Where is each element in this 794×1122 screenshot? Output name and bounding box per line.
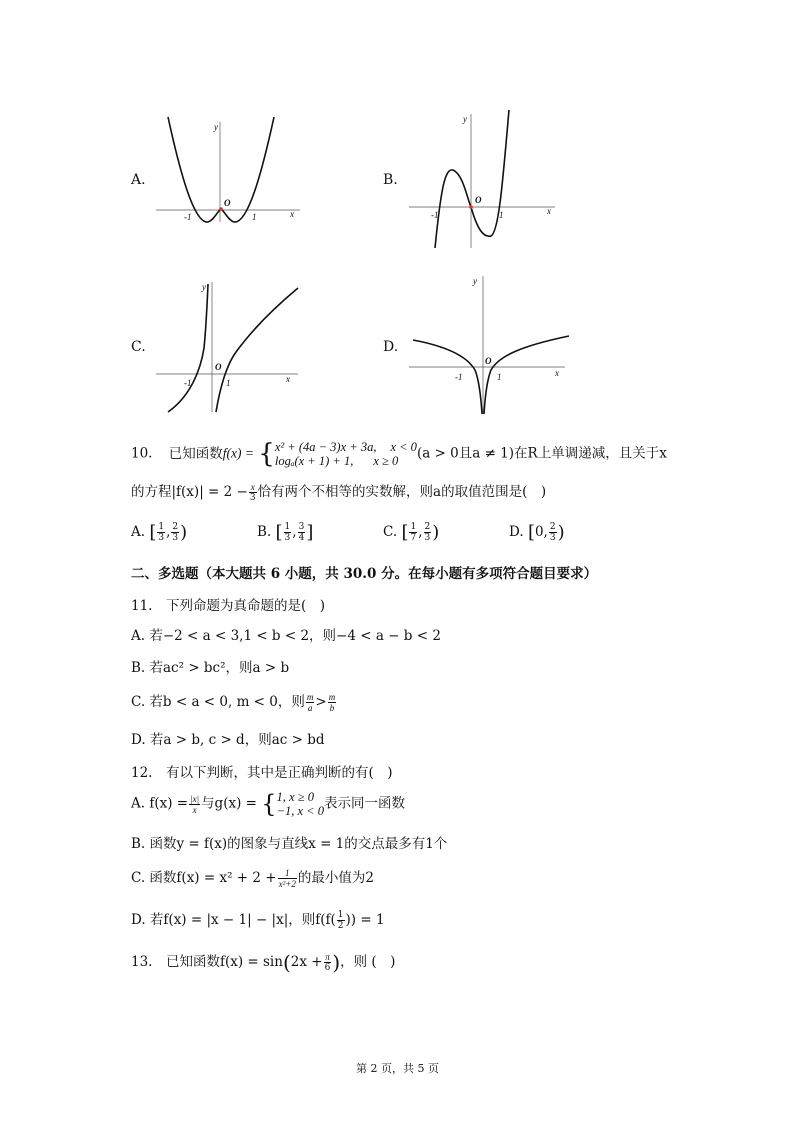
graph-b-x-label: x: [547, 206, 551, 216]
q11-option-d[interactable]: D. 若a > b, c > d，则ac > bd: [131, 732, 325, 748]
q11-stem: 11. 下列命题为真命题的是( ): [131, 598, 326, 614]
graph-d-pos-tick: 1: [497, 372, 502, 382]
q10-case2: logₐ(x + 1) + 1, x ≥ 0: [274, 454, 399, 468]
graph-d-x-label: x: [555, 368, 559, 378]
q11-option-c[interactable]: C. 若b < a < 0, m < 0，则 $\frac{m}{a}$ > $\frac{m}{b}$: [131, 692, 336, 713]
q10-fx: f(x) =: [222, 445, 254, 461]
graph-c-x-label: x: [286, 374, 290, 384]
graph-c-pos-tick: 1: [226, 378, 231, 388]
q10-line2: 的方程|f(x)| = 2 − $\frac{x}{3}$ 恰有两个不相等的实数解，则a的取值范围是( ): [131, 482, 547, 503]
graph-d: [405, 270, 573, 416]
q10-option-b[interactable]: B. [ $\frac{1}{3}$ , $\frac{3}{4}$ ]: [257, 522, 314, 543]
q10-option-c[interactable]: C. [ $\frac{1}{7}$ , $\frac{2}{3}$ ): [383, 522, 440, 543]
graph-b-y-label: y: [463, 114, 467, 124]
q10-number: 10.: [131, 445, 153, 462]
option-a-label: A.: [131, 172, 146, 188]
q12-option-b[interactable]: B. 函数y = f(x)的图象与直线x = 1的交点最多有1个: [131, 836, 448, 852]
graph-a-y-label: y: [214, 122, 218, 132]
q10-option-d[interactable]: D. [0, $\frac{2}{3}$ ): [509, 522, 565, 543]
graph-c-neg-tick: -1: [184, 378, 192, 388]
graph-d-neg-tick: -1: [455, 372, 463, 382]
graph-b: [405, 108, 565, 250]
q10-option-a[interactable]: A. [ $\frac{1}{3}$ , $\frac{2}{3}$ ): [131, 522, 188, 543]
option-b-label: B.: [383, 172, 398, 188]
graph-b-origin: O: [475, 195, 482, 205]
q10-line1: 10. 已知函数f(x) = { x² + (4a − 3)x + 3a, x < 0 logₐ(x + 1) + 1, x ≥ 0 (a > 0且a ≠ 1)在R上单调递减，且关于x: [131, 439, 667, 469]
graph-d-y-label: y: [473, 276, 477, 286]
q11-option-b[interactable]: B. 若ac² > bc²，则a > b: [131, 660, 290, 676]
q12-stem: 12. 有以下判断，其中是正确判断的有( ): [131, 765, 393, 781]
q12-option-a[interactable]: A. f(x) = $\frac{|x|}{x}$ 与g(x) = { 1, x ≥ 0 −1, x < 0 表示同一函数: [131, 790, 405, 818]
q11-option-a[interactable]: A. 若−2 < a < 3,1 < b < 2，则−4 < a − b < 2: [131, 628, 441, 644]
q12-option-c[interactable]: C. 函数f(x) = x² + 2 + $\frac{1}{\text{x²+2}}$ 的最小值为2: [131, 868, 374, 889]
section-2-heading: 二、多选题（本大题共 6 小题，共 30.0 分。在每小题有多项符合题目要求）: [131, 566, 598, 582]
graph-a-pos-tick: 1: [252, 212, 257, 222]
graph-b-pos-tick: 1: [499, 210, 504, 220]
option-d-label: D.: [383, 339, 399, 355]
graph-c: [152, 278, 312, 416]
q12-option-d[interactable]: D. 若f(x) = |x − 1| − |x|，则f(f( $\frac{1}{2}$ )) = 1: [131, 910, 385, 931]
graph-a-x-label: x: [290, 209, 294, 219]
page-footer: 第 2 页，共 5 页: [356, 1062, 439, 1075]
graph-c-y-label: y: [202, 282, 206, 292]
q10-case1: x² + (4a − 3)x + 3a, x < 0: [274, 440, 417, 454]
graph-c-origin: O: [215, 362, 222, 372]
q10-stem: 已知函数: [168, 445, 223, 462]
q13-stem: 13. 已知函数f(x) = sin(2x + $\frac{\pi}{6}$ )，则 ( ): [131, 950, 396, 975]
graph-d-origin: O: [485, 356, 492, 366]
option-c-label: C.: [131, 339, 146, 355]
q10-cond: (a > 0且a ≠ 1)在R上单调递减，且关于x: [416, 445, 667, 462]
graph-a-neg-tick: -1: [184, 212, 192, 222]
graph-b-neg-tick: -1: [431, 210, 439, 220]
graph-a: [150, 112, 310, 230]
graph-a-origin: O: [224, 198, 231, 208]
